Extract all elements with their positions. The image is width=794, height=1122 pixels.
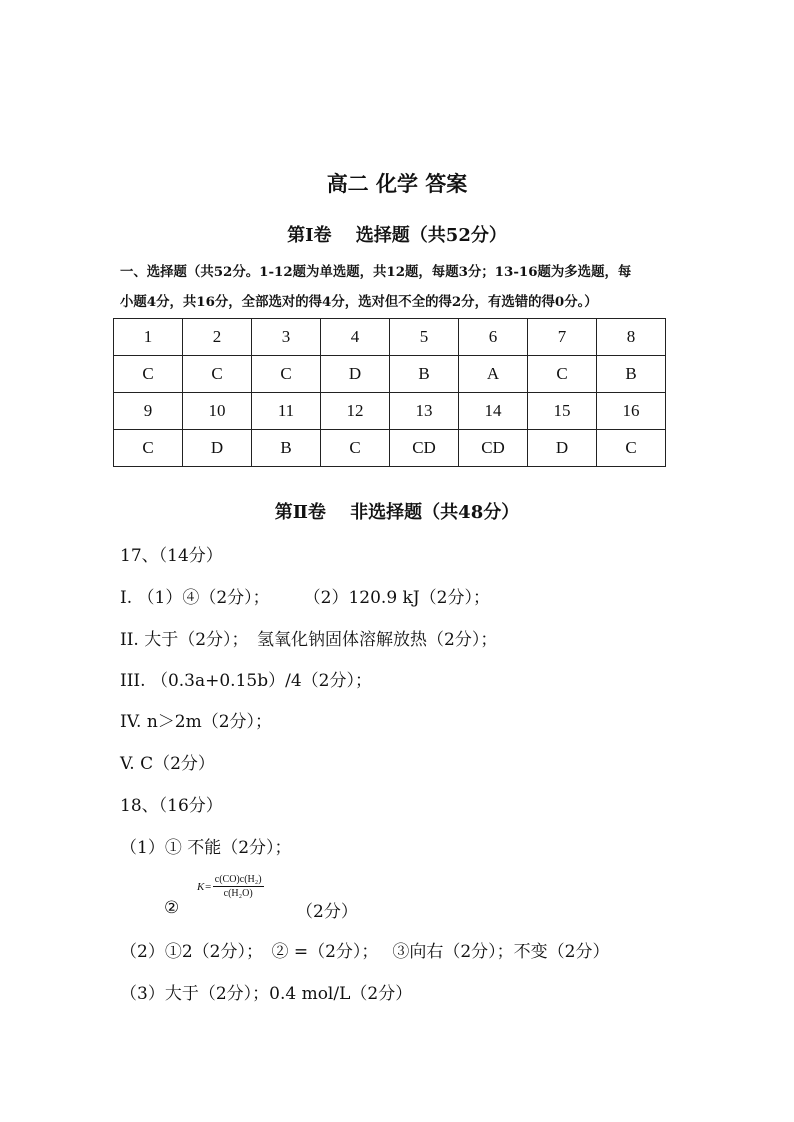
table-cell: 8 [597,319,666,356]
formula-numerator: c(CO)c(H₂) [214,874,262,885]
table-cell: 15 [528,393,597,430]
table-cell: C [528,356,597,393]
table-cell: B [597,356,666,393]
answer-table [113,318,666,467]
table-cell: C [321,430,390,467]
table-cell: 12 [321,393,390,430]
table-cell: C [114,430,183,467]
instruction-line-2: 小题4分，共16分，全部选对的得4分，选对但不全的得2分，有选错的得0分。） [120,294,598,310]
answer-line-q18-2: （2）①2（2分）； ② =（2分）； ③向右（2分）；不变（2分） [120,942,610,962]
table-row [114,319,666,356]
table-cell: 7 [528,319,597,356]
table-cell: B [390,356,459,393]
table-cell: C [183,356,252,393]
instruction-line-1: 一、选择题（共52分。1-12题为单选题，共12题，每题3分；13-16题为多选题，每 [120,264,632,280]
table-cell: 4 [321,319,390,356]
table-cell: 13 [390,393,459,430]
page-title: 高二 化学 答案 [326,171,468,196]
table-cell: 16 [597,393,666,430]
table-cell: 9 [114,393,183,430]
answer-line-q18-header: 18、（16分） [120,796,223,816]
formula-marker: ② [164,898,180,918]
table-cell: 3 [252,319,321,356]
answer-line-q18-3: （3）大于（2分）；0.4 mol/L（2分） [120,984,413,1004]
answer-line-q18-1: （1）① 不能（2分）； [120,838,292,858]
formula-fraction [213,874,264,899]
table-cell: 14 [459,393,528,430]
table-row [114,356,666,393]
table-cell: A [459,356,528,393]
table-row [114,430,666,467]
answer-line-q17-i: I. （1）④（2分）； （2）120.9 kJ（2分）； [120,588,490,608]
table-cell: C [114,356,183,393]
answer-line-q17-ii: II. 大于（2分）； 氢氧化钠固体溶解放热（2分）； [120,630,498,650]
formula-k-label: K= [197,880,212,893]
table-cell: B [252,430,321,467]
table-cell: 10 [183,393,252,430]
table-cell: CD [390,430,459,467]
answer-line-q17-header: 17、（14分） [120,546,223,566]
table-cell: C [252,356,321,393]
formula-score: （2分） [296,902,358,922]
table-cell: 2 [183,319,252,356]
table-cell: 1 [114,319,183,356]
answer-line-q17-v: V. C（2分） [120,754,215,774]
table-cell: D [183,430,252,467]
formula-denominator: c(H₂O) [223,888,253,899]
table-cell: 5 [390,319,459,356]
table-cell: D [528,430,597,467]
table-row [114,393,666,430]
table-cell: 6 [459,319,528,356]
table-cell: 11 [252,393,321,430]
table-cell: D [321,356,390,393]
table-cell: C [597,430,666,467]
answer-line-q17-iv: IV. n＞2m（2分）； [120,712,273,732]
section-1-heading: 第Ⅰ卷 选择题（共52分） [287,225,507,246]
table-cell: CD [459,430,528,467]
section-2-heading: 第Ⅱ卷 非选择题（共48分） [274,502,520,523]
equilibrium-constant-formula [197,874,264,899]
answer-line-q17-iii: III. （0.3a+0.15b）/4（2分）； [120,671,372,691]
